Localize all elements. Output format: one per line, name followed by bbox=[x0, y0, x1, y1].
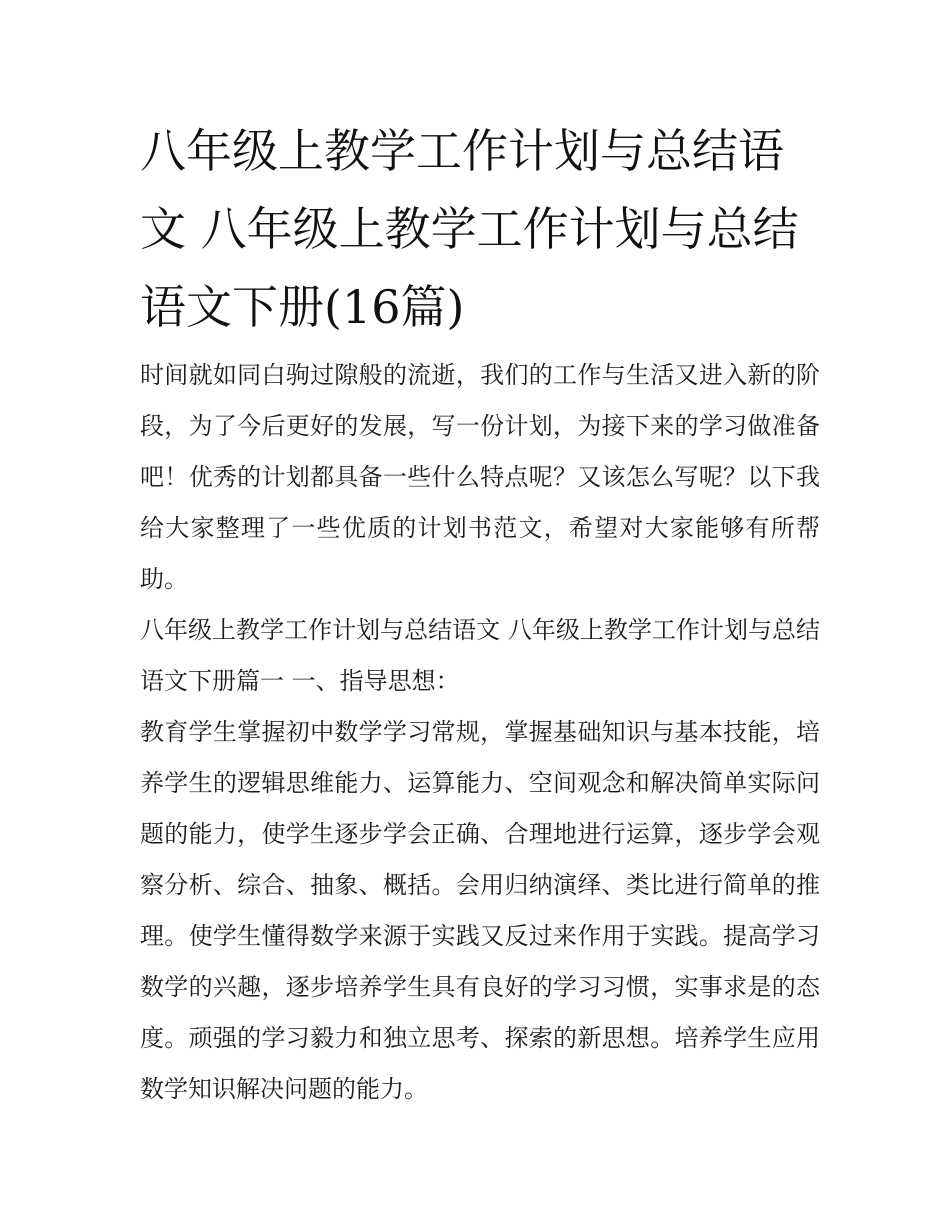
section-heading-paragraph: 八年级上教学工作计划与总结语文 八年级上教学工作计划与总结语文下册篇一 一、指导思想： bbox=[140, 616, 820, 695]
guiding-ideology-paragraph: 教育学生掌握初中数学学习常规，掌握基础知识与基本技能，培养学生的逻辑思维能力、运算能力、空间观念和解决简单实际问题的能力，使学生逐步学会正确、合理地进行运算，逐步学会观察分析、综合、抽象、概括。会用归纳演绎、类比进行简单的推理。使学生懂得数学来源于实践又反过来作用于实践。提高学习数学的兴趣，逐步培养学生具有良好的学习习惯，实事求是的态度。顽强的学习毅力和独立思考、探索的新思想。培养学生应用数学知识解决问题的能力。 bbox=[140, 718, 820, 1103]
document-body bbox=[140, 112, 820, 1115]
document-title: 八年级上教学工作计划与总结语文 八年级上教学工作计划与总结语文下册(16篇) bbox=[140, 124, 799, 334]
intro-paragraph: 时间就如同白驹过隙般的流逝，我们的工作与生活又进入新的阶段，为了今后更好的发展，写一份计划，为接下来的学习做准备吧！优秀的计划都具备一些什么特点呢？又该怎么写呢？以下我给大家整理了一些优质的计划书范文，希望对大家能够有所帮助。 bbox=[140, 361, 820, 593]
